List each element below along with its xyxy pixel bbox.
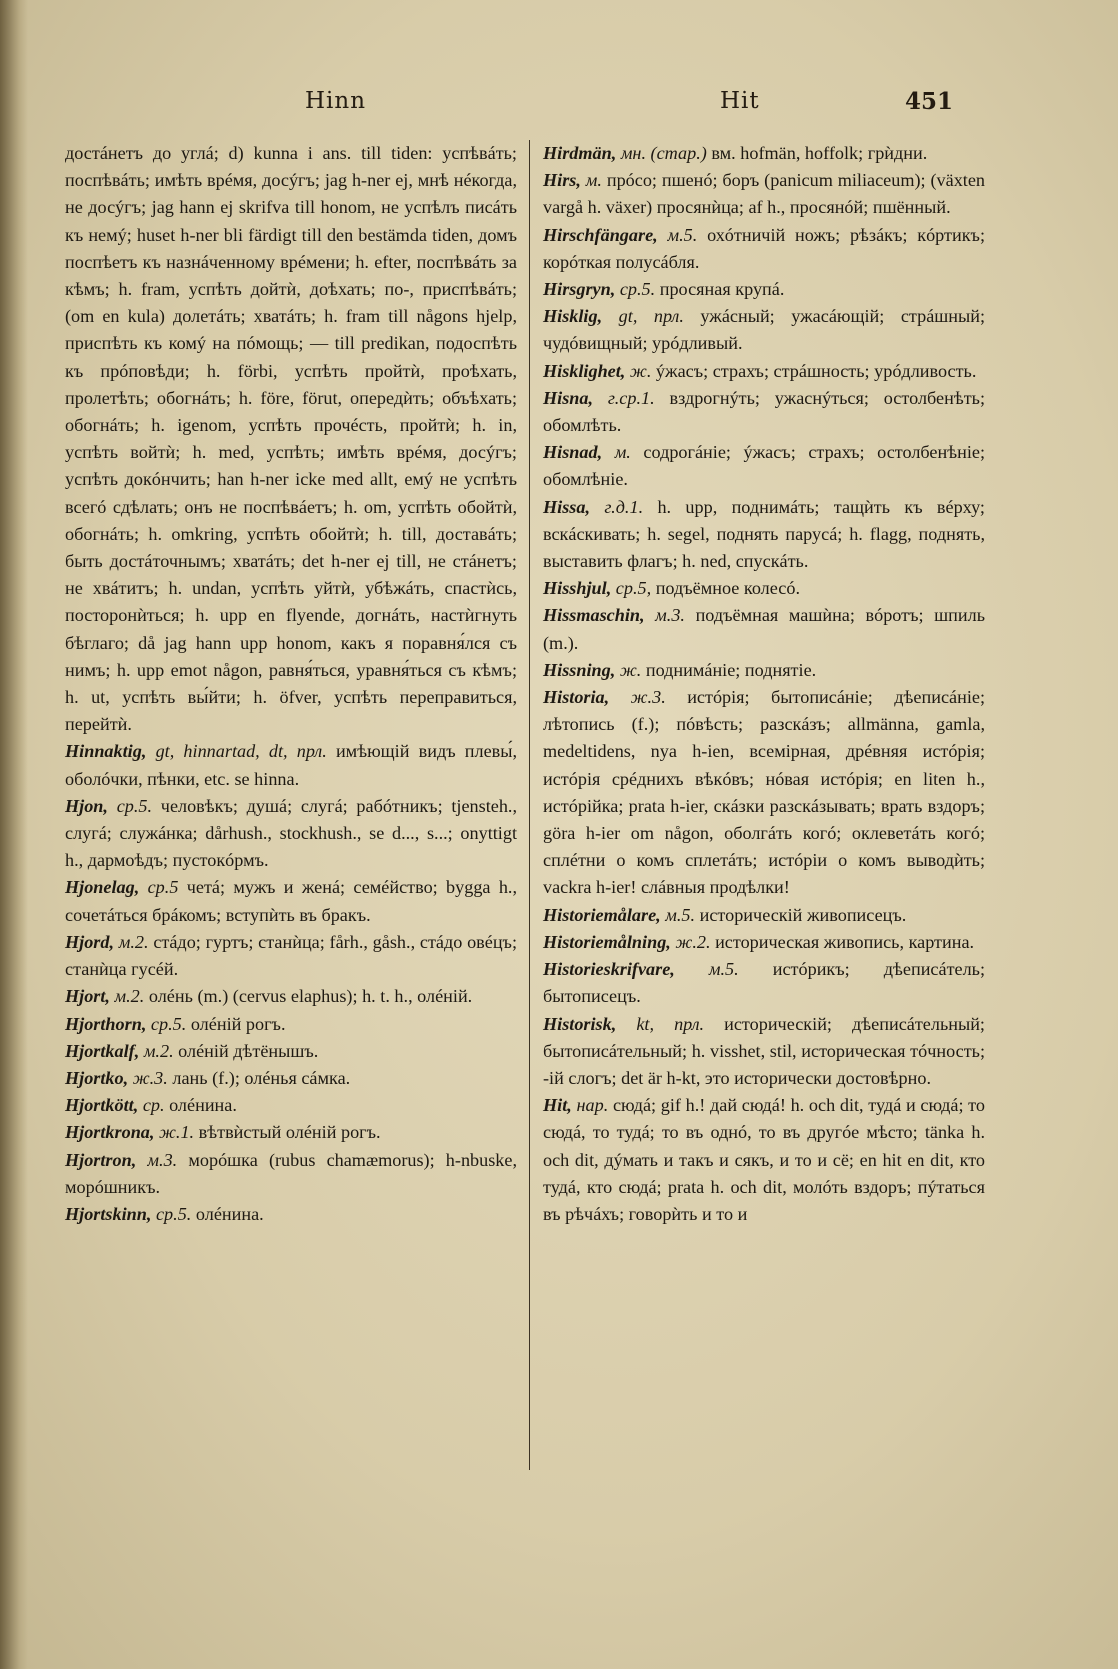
entry-definition: олéнина. <box>195 1203 264 1224</box>
entry-definition: олéнь (m.) (cervus elaphus); h. t. h., олéній. <box>148 986 473 1007</box>
entry-definition: стáдо; гуртъ; станѝца; fårh., gåsh., стáдо овéцъ; станѝца гусéй. <box>65 931 518 980</box>
entry-headword: Historia, <box>543 687 610 708</box>
dictionary-entry <box>65 1147 517 1201</box>
entry-definition: сюдá; gif h.! дай сюдá! h. och dit, тудá и сюдá; то сюдá, то тудá; то въ однó, то въ другóе мѣсто; tänka h. och dit, дýмать и такъ и сякъ, и то и сё; en hit en dit, кто тудá, кто сюдá; prata h. och dit, молóть вздоръ; пýтаться въ рѣчáхъ; говорѝть и то и <box>543 1095 985 1224</box>
entry-headword: Hisklig, <box>543 306 603 327</box>
dictionary-entry <box>543 1011 985 1093</box>
entry-headword: Hjortskinn, <box>65 1203 152 1224</box>
entry-headword: Hjortko, <box>65 1067 129 1088</box>
page-number: 451 <box>905 88 954 115</box>
column-divider <box>529 140 530 1470</box>
entry-grammar: м.3. <box>655 605 685 626</box>
dictionary-entry <box>543 303 985 357</box>
entry-grammar: ср.5. <box>619 279 656 300</box>
entry-definition: содрогáніе; ýжасъ; страхъ; остолбенѣніе; обомлѣніе. <box>543 442 986 490</box>
entry-headword: Historieskrifvare, <box>543 959 675 980</box>
dictionary-entry <box>543 902 985 929</box>
entry-grammar: м. <box>614 442 631 463</box>
dictionary-entry <box>65 793 517 875</box>
entry-definition: историческій; дѣеписáтельный; бытописáтельный; h. visshet, stil, историческая тóчность; -ій слогъ; det är h-kt, это исторически достовѣрно. <box>543 1013 985 1088</box>
dictionary-entry <box>543 439 985 493</box>
entry-grammar: ж.2. <box>675 931 711 952</box>
entry-headword: Historisk, <box>543 1013 617 1034</box>
entry-headword: Hissa, <box>543 496 590 517</box>
entry-grammar: ср.5. <box>155 1203 192 1224</box>
dictionary-entry <box>543 385 985 439</box>
entry-definition: историческій живописецъ. <box>699 904 907 925</box>
entry-definition: ужáсный; ужасáющій; стрáшный; чудóвищный; урóдливый. <box>543 306 986 354</box>
entry-headword: Hissning, <box>543 659 616 680</box>
entry-definition: олéній дѣтёнышъ. <box>178 1040 319 1061</box>
entry-definition: вм. hofmän, hoffolk; грѝдни. <box>711 143 928 163</box>
left-column <box>65 140 517 1228</box>
entry-grammar: ср. <box>142 1095 165 1116</box>
entry-grammar: мн. (стар.) <box>620 143 707 163</box>
dictionary-entry <box>543 276 985 303</box>
dictionary-entry <box>65 1119 517 1146</box>
entry-headword: Historiemålare, <box>543 904 661 925</box>
entry-definition: подъёмное колесó. <box>655 578 800 599</box>
dictionary-entry <box>543 657 985 684</box>
dictionary-entry <box>65 1201 517 1228</box>
dictionary-entry <box>543 602 985 656</box>
entry-grammar: м.5. <box>708 959 739 980</box>
entry-grammar: м.3. <box>147 1149 178 1170</box>
entry-headword: Hisna, <box>543 387 594 408</box>
right-column <box>543 140 985 1228</box>
entry-grammar: м.2. <box>118 931 149 952</box>
entry-grammar: ж. <box>619 659 642 680</box>
running-header <box>0 88 1118 128</box>
dictionary-entry <box>543 222 985 276</box>
entry-grammar: gt, hinnartad, dt, прл. <box>155 741 327 762</box>
dictionary-entry <box>543 956 985 1010</box>
header-right-guide-word: Hit <box>720 88 760 114</box>
entry-definition: историческая живопись, картина. <box>715 931 975 952</box>
entry-definition: истóрія; бытописáніе; дѣеписáніе; лѣтопись (f.); пóвѣсть; разскáзъ; allmänna, gamla, medeltidens, nya h-ien, всемірная, дрéвняя истóрія; истóрія срéднихъ вѣкóвъ; нóвая истóрія; en liten h., истóрійка; prata h-ier, скáзки разскáзывать; врать вздоръ; göra h-ier om någon, оболгáть когó; оклеветáть когó; сплéтни о комъ сплетáть; истóріи о комъ выводѝть; vackra h-ier! слáвныя продѣлки! <box>543 687 985 898</box>
entry-headword: Hirdmän, <box>543 143 617 163</box>
entry-definition: прóсо; пшенó; боръ (panicum miliaceum); (växten vargå h. växer) просянѝца; af h., просянóй; пшённый. <box>543 170 986 218</box>
entry-headword: Historiemålning, <box>543 931 671 952</box>
entry-headword: Hinnaktig, <box>65 741 147 762</box>
dictionary-entry <box>543 140 985 167</box>
header-left-guide-word: Hinn <box>305 88 367 114</box>
entry-definition: вздрогнýть; ужаснýться; остолбенѣть; обомлѣть. <box>543 387 986 436</box>
entry-headword: Hjortkalf, <box>65 1040 140 1061</box>
entry-grammar: м.2. <box>143 1040 174 1061</box>
entry-definition: ýжасъ; страхъ; стрáшность; урóдливость. <box>655 360 977 381</box>
entry-headword: Hjonelag, <box>65 877 140 898</box>
entry-definition: охóтничій ножъ; рѣзáкъ; кóртикъ; корóткая полусáбля. <box>543 224 985 272</box>
dictionary-entry <box>543 167 985 221</box>
entry-definition: подъёмная машѝна; вóротъ; шпиль (m.). <box>543 605 985 653</box>
entry-definition: четá; мужъ и женá; семéйство; bygga h., сочетáться брáкомъ; вступѝть въ бракъ. <box>65 877 518 925</box>
entry-definition: имѣющій видъ плевы́, оболóчки, пѣнки, etc. se hinna. <box>65 741 518 789</box>
entry-definition: вѣтвѝстый олéній рогъ. <box>198 1122 381 1143</box>
entry-headword: Hjortron, <box>65 1149 137 1170</box>
entry-grammar: ж.1. <box>159 1122 195 1143</box>
entry-grammar: г.ср.1. <box>607 387 655 408</box>
entry-headword: Hjorthorn, <box>65 1013 147 1034</box>
entry-grammar: м. <box>585 170 602 191</box>
dictionary-entry <box>543 494 985 576</box>
entry-headword: Hjortkött, <box>65 1095 139 1116</box>
entry-headword: Hjortkrona, <box>65 1122 155 1143</box>
entry-headword: Hisshjul, <box>543 578 612 599</box>
entry-headword: Hisklighet, <box>543 360 626 381</box>
entry-headword: Hissmaschin, <box>543 605 645 626</box>
dictionary-entry <box>65 1092 517 1119</box>
entry-headword: Hirsgryn, <box>543 279 616 300</box>
entry-grammar: ср.5 <box>147 877 179 898</box>
dictionary-entry <box>543 929 985 956</box>
entry-headword: Hit, <box>543 1095 572 1116</box>
dictionary-entry <box>543 1092 985 1228</box>
entry-grammar: ср.5. <box>150 1013 187 1034</box>
entry-definition: просяная крупá. <box>659 279 785 300</box>
entry-grammar: г.д.1. <box>604 496 644 517</box>
entry-headword: Hisnad, <box>543 442 603 463</box>
entry-grammar: ж.3. <box>630 687 666 708</box>
entry-definition: поднимáніе; поднятіе. <box>645 659 817 680</box>
dictionary-entry <box>543 684 985 902</box>
entry-grammar: ср.5, <box>615 578 652 599</box>
dictionary-entry <box>65 929 517 983</box>
entry-headword: Hjon, <box>65 795 108 816</box>
dictionary-entry <box>65 1065 517 1092</box>
dictionary-entry <box>65 1011 517 1038</box>
entry-definition: лань (f.); олéнья сáмка. <box>172 1067 351 1088</box>
entry-grammar: kt, прл. <box>636 1013 705 1034</box>
entry-grammar: ср.5. <box>116 795 153 816</box>
dictionary-entry <box>65 140 517 738</box>
entry-grammar: м.5. <box>665 904 696 925</box>
entry-definition: истóрикъ; дѣеписáтель; бытописецъ. <box>543 959 986 1007</box>
entry-headword: Hirschfängare, <box>543 224 658 245</box>
dictionary-entry <box>543 575 985 602</box>
entry-grammar: нар. <box>576 1095 609 1116</box>
entry-definition: морóшка (rubus chamæmorus); h-nbuske, морóшникъ. <box>65 1149 518 1197</box>
dictionary-entry <box>65 1038 517 1065</box>
entry-headword: Hirs, <box>543 170 581 191</box>
entry-headword: Hjord, <box>65 931 115 952</box>
entry-definition: h. upp, поднимáть; тащѝть къ вéрху; вскáскивать; h. segel, поднять парусá; h. flagg, поднять, выставить флагъ; h. ned, спускáть. <box>543 496 985 572</box>
entry-grammar: м.5. <box>667 224 698 245</box>
entry-grammar: gt, прл. <box>618 306 684 327</box>
entry-definition: человѣкъ; душá; слугá; рабóтникъ; tjensteh., слугá; служáнка; dårhush., stockhush., se d..., s...; onyttigt h., дармоѣдъ; пустокóрмъ. <box>65 795 518 871</box>
entry-headword: Hjort, <box>65 986 110 1007</box>
entry-grammar: ж.3. <box>132 1067 168 1088</box>
dictionary-entry <box>543 358 985 385</box>
dictionary-entry <box>65 874 517 928</box>
dictionary-entry <box>65 738 517 792</box>
entry-definition: олéній рогъ. <box>190 1013 286 1034</box>
entry-grammar: м.2. <box>114 986 145 1007</box>
entry-definition: олéнина. <box>169 1095 237 1116</box>
entry-grammar: ж. <box>629 360 652 381</box>
entry-definition: достáнетъ до углá; d) kunna i ans. till tiden: успѣвáть; поспѣвáть; имѣть врéмя, досýгъ; jag h-ner ej, мнѣ нéкогда, не досýгъ; jag hann ej skrifva till honom, не успѣлъ писáть къ немý; huset h-ner bli färdigt till den bestämda tiden, домъ поспѣетъ къ назнáченному врéмени; h. efter, поспѣвáть за кѣмъ; h. fram, успѣть дойтѝ, доѣхать; по-, приспѣвáть; (om en kula) долетáть; хватáть; h. fram till någons hjelp, приспѣть къ комý на пóмощь; — till predikan, подоспѣть къ прóповѣди; h. förbi, успѣть пройтѝ, проѣхать, пролетѣть; обогнáть; h. före, förut, опередѝть; объѣхать; обогнáть; h. igenom, успѣть прочéсть, пройтѝ; h. in, успѣть войтѝ; h. med, успѣть; имѣть врéмя, досýгъ; успѣть докóнчить; han h-ner icke med allt, емý не успѣть всегó сдѣлать; онъ не поспѣвáетъ; h. om, успѣть обойтѝ, обогнáть; h. omkring, успѣть обойтѝ; h. till, доставáть; быть достáточнымъ; хватáть; det h-ner ej till, не стáнетъ; не хвáтитъ; h. undan, успѣть уйтѝ, убѣжáть, спастѝсь, посторонѝться; h. upp en flyende, догнáть, настѝгнуть бѣглаго; då jag hann upp honom, какъ я поравня́лся съ нимъ; h. upp emot någon, равня́ться, уравня́ться съ кѣмъ; h. ut, успѣть вы́йти; h. öfver, успѣть переправиться, перейтѝ. <box>65 143 517 735</box>
dictionary-entry <box>65 983 517 1010</box>
